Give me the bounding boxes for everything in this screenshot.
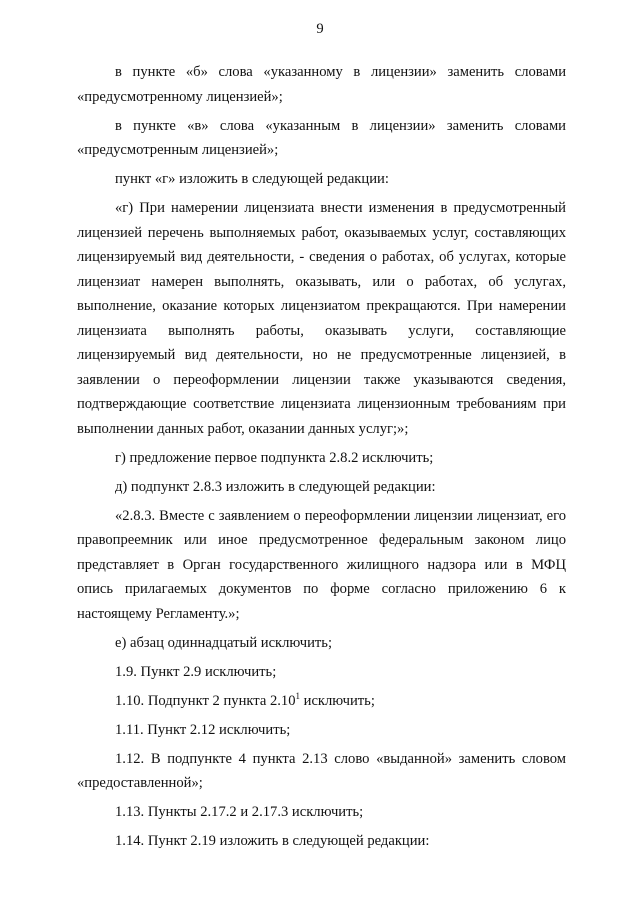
paragraph-5: г) предложение первое подпункта 2.8.2 исключить; — [115, 449, 434, 466]
paragraph-10-tail: исключить; — [300, 692, 375, 709]
superscript: 1 — [295, 690, 300, 701]
document-body — [77, 60, 566, 858]
paragraph-12: 1.12. В подпункте 4 пункта 2.13 слово «выданной» заменить словом «предоставленной»; — [77, 750, 566, 791]
paragraph-9: 1.9. Пункт 2.9 исключить; — [115, 663, 277, 680]
page-number: 9 — [316, 21, 324, 37]
paragraph-10-text: 1.10. Подпункт 2 пункта 2.10 — [115, 692, 296, 709]
paragraph-8: е) абзац одиннадцатый исключить; — [115, 634, 333, 651]
paragraph-6: д) подпункт 2.8.3 изложить в следующей редакции: — [115, 478, 436, 495]
paragraph-4: «г) При намерении лицензиата внести изменения в предусмотренный лицензией перечень выполняемых работ, оказываемых услуг, составляющих лицензируемый вид деятельности, - сведения о работах, об услугах, которые лицензиат намерен выполнять, оказывать, или о работах, об услугах, выполнение, оказание которых лицензиатом прекращаются. При намерении лицензиата выполнять работы, оказывать услуги, составляющие лицензируемый вид деятельности, но не предусмотренные лицензией, в заявлении о переоформлении лицензии также указываются сведения, подтверждающие соответствие лицензиата лицензионным требованиям при выполнении данных работ, оказании данных услуг;»; — [77, 200, 566, 437]
paragraph-2: в пункте «в» слова «указанным в лицензии» заменить словами «предусмотренным лицензией»; — [77, 117, 566, 158]
paragraph-7: «2.8.3. Вместе с заявлением о переоформлении лицензии лицензиат, его правопреемник или иное предусмотренное федеральным законом лицо представляет в Орган государственного жилищного надзора или в МФЦ опись прилагаемых документов по форме согласно приложению 6 к настоящему Регламенту.»; — [77, 507, 566, 622]
paragraph-14: 1.14. Пункт 2.19 изложить в следующей редакции: — [115, 833, 430, 849]
paragraph-1: в пункте «б» слова «указанному в лицензии» заменить словами «предусмотренному лицензией»; — [77, 64, 566, 105]
paragraph-13: 1.13. Пункты 2.17.2 и 2.17.3 исключить; — [115, 804, 364, 820]
paragraph-3: пункт «г» изложить в следующей редакции: — [115, 171, 389, 187]
paragraph-11: 1.11. Пункт 2.12 исключить; — [115, 721, 291, 738]
paragraph-10 — [77, 689, 566, 714]
